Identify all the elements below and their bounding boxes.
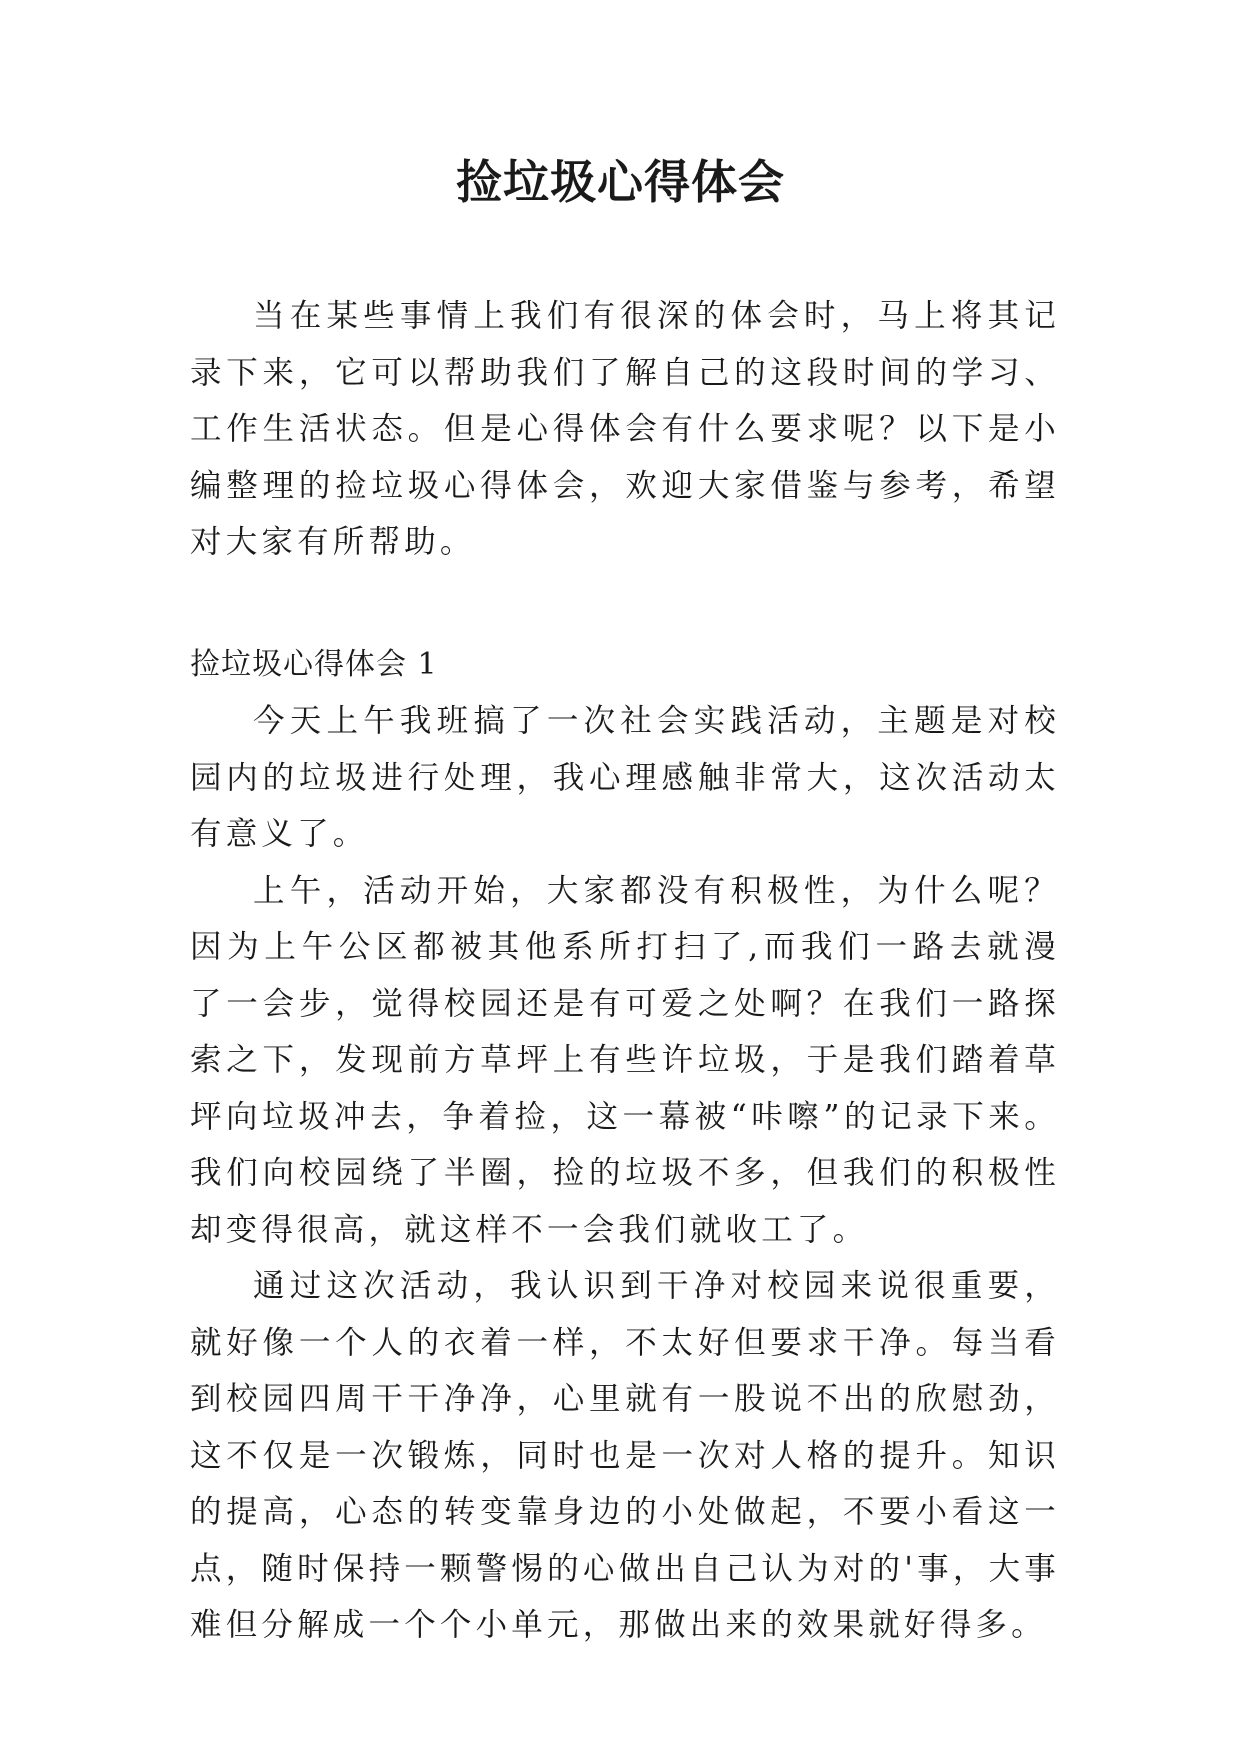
intro-paragraph: 当在某些事情上我们有很深的体会时，马上将其记录下来，它可以帮助我们了解自己的这段时间的学习、工作生活状态。但是心得体会有什么要求呢？以下是小编整理的捡垃圾心得体会，欢迎大家借鉴与参考，希望对大家有所帮助。 [190, 298, 1060, 560]
body-paragraph-1: 今天上午我班搞了一次社会实践活动，主题是对校园内的垃圾进行处理，我心理感触非常大，这次活动太有意义了。 [190, 703, 1060, 852]
section-title: 捡垃圾心得体会 1 [190, 646, 438, 682]
body-paragraph-2: 上午，活动开始，大家都没有积极性，为什么呢？因为上午公区都被其他系所打扫了,而我们一路去就漫了一会步，觉得校园还是有可爱之处啊？在我们一路探索之下，发现前方草坪上有些许垃圾，于是我们踏着草坪向垃圾冲去，争着捡，这一幕被“咔嚓”的记录下来。我们向校园绕了半圈，捡的垃圾不多，但我们的积极性却变得很高，就这样不一会我们就收工了。 [190, 872, 1060, 1248]
document-title: 捡垃圾心得体会 [456, 155, 785, 209]
body-paragraph-3: 通过这次活动，我认识到干净对校园来说很重要，就好像一个人的衣着一样，不太好但要求干净。每当看到校园四周干干净净，心里就有一股说不出的欣慰劲，这不仅是一次锻炼，同时也是一次对人格的提升。知识的提高，心态的转变靠身边的小处做起，不要小看这一点，随时保持一颗警惕的心做出自己认为对的'事，大事难但分解成一个个小单元，那做出来的效果就好得多。 [190, 1268, 1060, 1643]
document-body [190, 288, 1060, 1654]
